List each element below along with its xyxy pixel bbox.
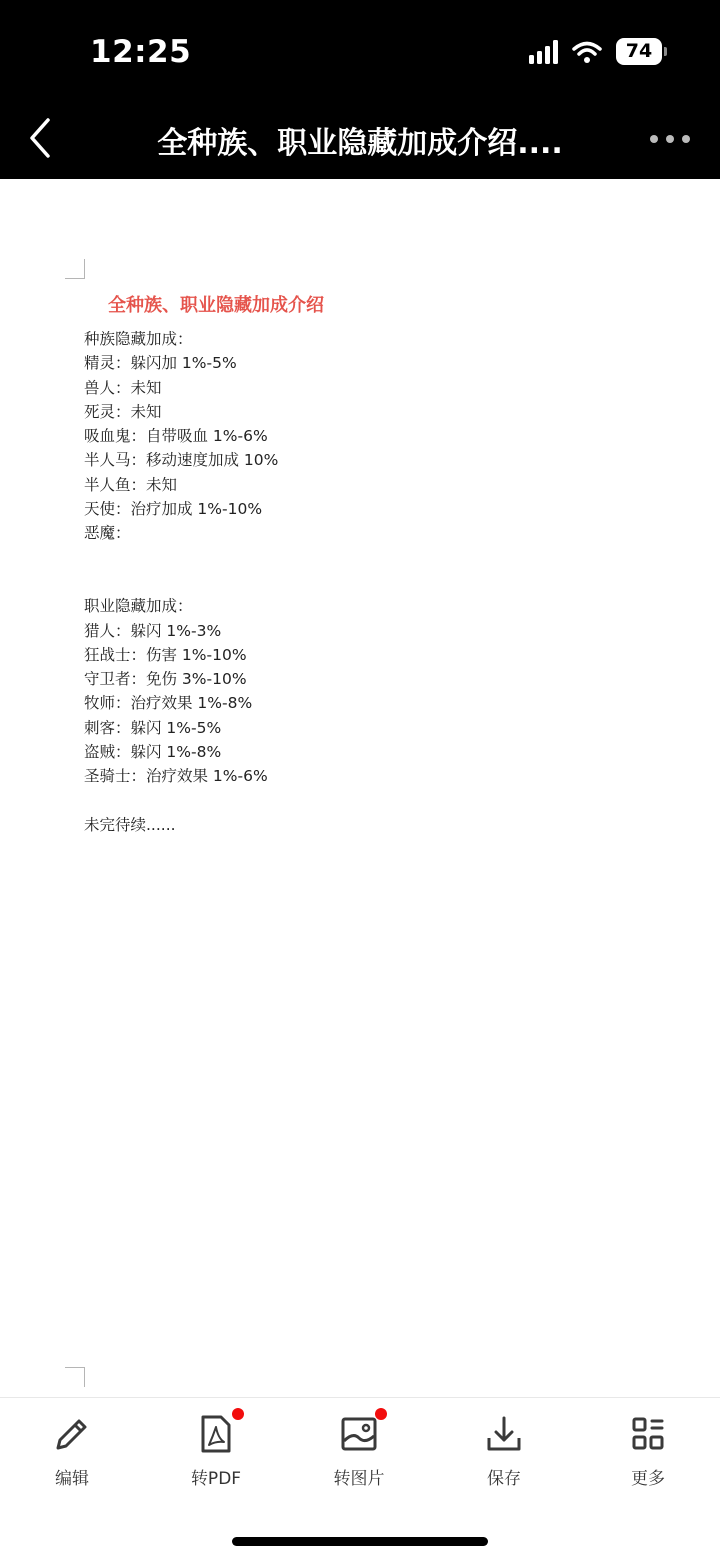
new-badge	[232, 1408, 244, 1420]
doc-line	[84, 546, 644, 570]
doc-line: 圣骑士：治疗效果 1%-6%	[84, 767, 268, 786]
image-icon	[339, 1414, 379, 1454]
doc-line: 职业隐藏加成：	[84, 597, 193, 616]
save-button[interactable]	[449, 1414, 559, 1489]
save-label: 保存	[487, 1469, 521, 1489]
top-bar	[0, 0, 720, 179]
back-button[interactable]	[22, 116, 58, 160]
doc-line: 吸血鬼：自带吸血 1%-6%	[84, 427, 268, 446]
convert-image-button[interactable]	[304, 1414, 414, 1489]
doc-line	[84, 789, 644, 813]
pdf-icon	[196, 1414, 236, 1454]
document-title: 全种族、职业隐藏加成介绍	[108, 295, 324, 316]
bottom-toolbar	[0, 1397, 720, 1561]
page-corner-mark-top	[65, 259, 85, 279]
document-view[interactable]	[0, 179, 720, 1397]
doc-line: 兽人：未知	[84, 378, 162, 397]
doc-line: 恶魔：	[84, 524, 131, 543]
wifi-icon	[572, 41, 602, 63]
status-time: 12:25	[90, 34, 192, 70]
doc-line: 狂战士：伤害 1%-10%	[84, 645, 247, 664]
doc-line: 半人鱼：未知	[84, 475, 178, 494]
doc-line: 猎人：躲闪 1%-3%	[84, 621, 222, 640]
doc-line: 盗贼：躲闪 1%-8%	[84, 743, 222, 762]
doc-line: 刺客：躲闪 1%-5%	[84, 718, 222, 737]
new-badge	[375, 1408, 387, 1420]
edit-button[interactable]	[17, 1414, 127, 1489]
page-title: 全种族、职业隐藏加成介绍....	[157, 126, 563, 161]
convert-pdf-label: 转PDF	[190, 1469, 242, 1489]
home-indicator[interactable]	[232, 1537, 488, 1546]
pencil-icon	[52, 1414, 92, 1454]
doc-line: 牧师：治疗效果 1%-8%	[84, 694, 253, 713]
more-label: 更多	[631, 1469, 665, 1489]
doc-line: 精灵：躲闪加 1%-5%	[84, 354, 237, 373]
battery-indicator: 74	[616, 38, 662, 65]
doc-line: 半人马：移动速度加成 10%	[84, 451, 279, 470]
doc-line	[84, 570, 644, 594]
grid-icon	[628, 1414, 668, 1454]
more-button[interactable]	[593, 1414, 703, 1489]
document-content	[84, 327, 644, 837]
doc-line: 未完待续......	[84, 815, 176, 834]
doc-line: 守卫者：免伤 3%-10%	[84, 670, 247, 689]
page-corner-mark-bottom	[65, 1367, 85, 1387]
cellular-signal-icon	[529, 40, 558, 64]
more-options-button[interactable]	[650, 124, 690, 154]
edit-label: 编辑	[55, 1469, 89, 1489]
status-icons	[529, 38, 662, 65]
chevron-left-icon	[22, 116, 58, 160]
doc-line: 死灵：未知	[84, 402, 162, 421]
convert-image-label: 转图片	[333, 1469, 385, 1489]
convert-pdf-button[interactable]	[161, 1414, 271, 1489]
download-icon	[484, 1414, 524, 1454]
more-dots-icon	[650, 135, 658, 143]
doc-line: 天使：治疗加成 1%-10%	[84, 500, 263, 519]
doc-line: 种族隐藏加成：	[84, 330, 193, 348]
